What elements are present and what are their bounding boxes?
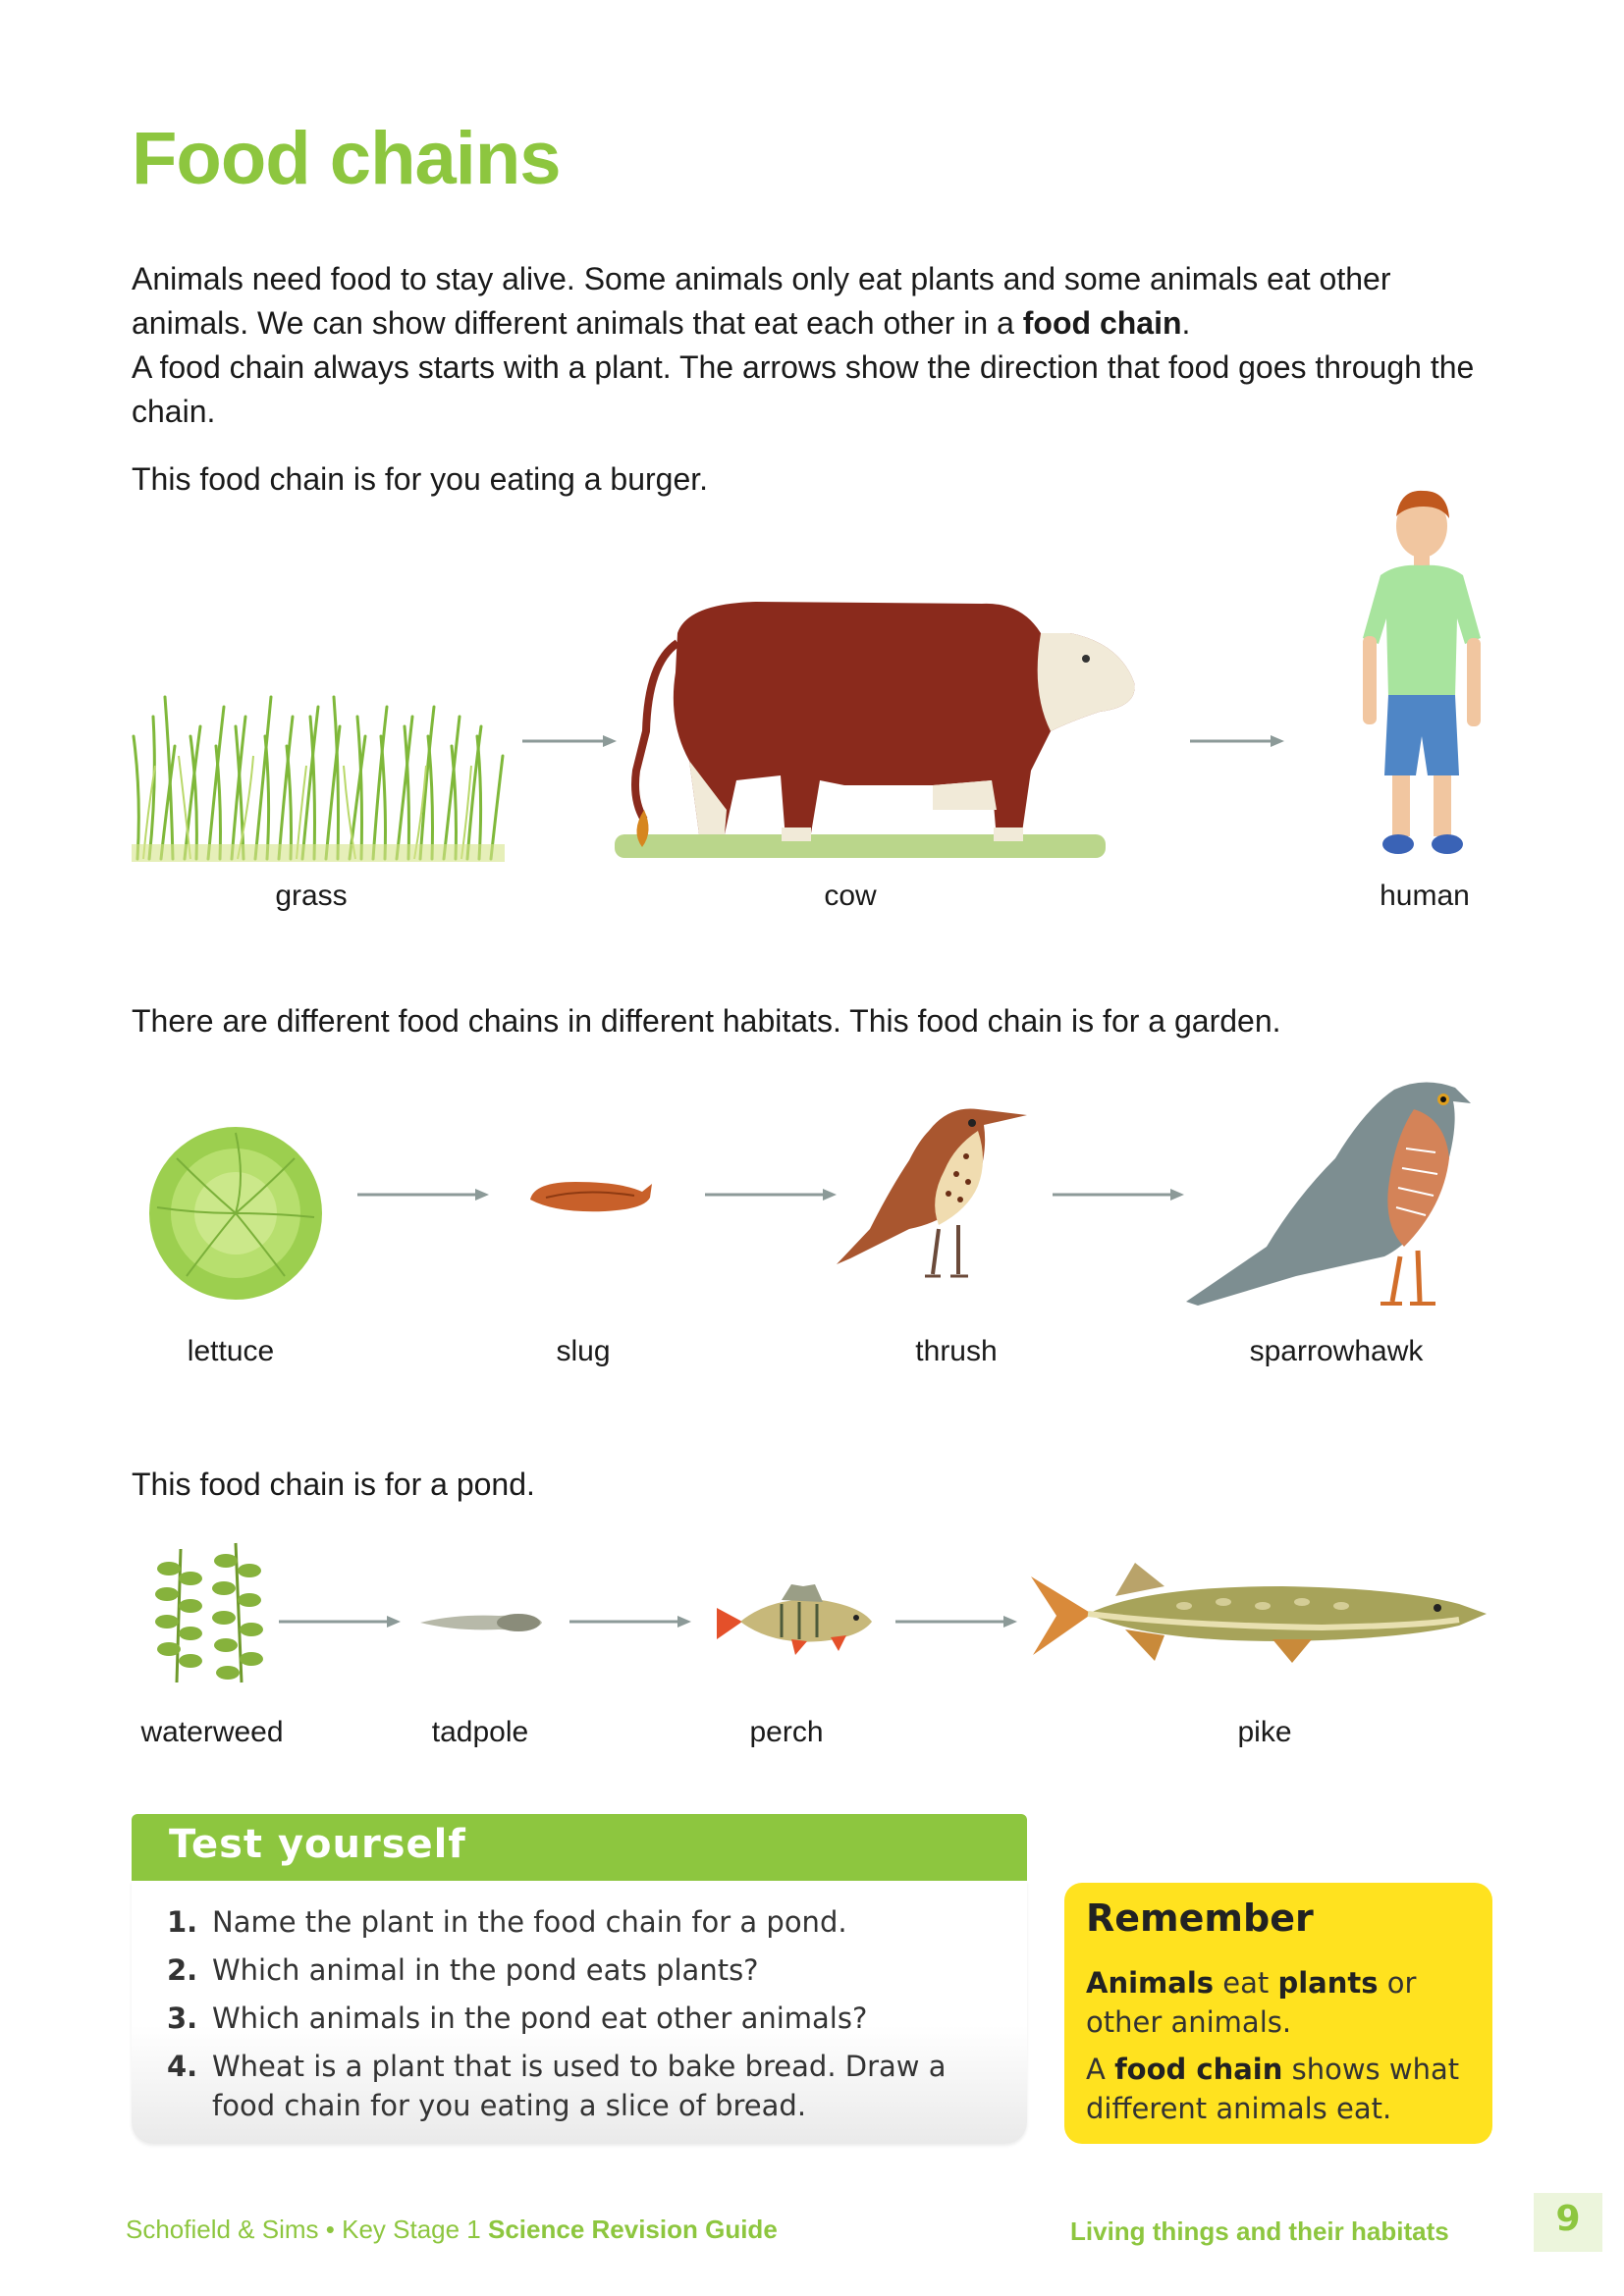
- footer-topic: Living things and their habitats: [1070, 2216, 1449, 2246]
- test-yourself-header: [132, 1814, 1027, 1881]
- intro-text: [132, 257, 1487, 434]
- human-illustration: [1357, 481, 1485, 864]
- remember-box: [1064, 1883, 1492, 2144]
- question-item: 4. Wheat is a plant that is used to bake bread. Draw a food chain for you eating a slice of bread.: [167, 2050, 947, 2122]
- test-yourself-box: [132, 1881, 1027, 2144]
- question-item: 1. Name the plant in the food chain for a pond.: [167, 1905, 847, 1939]
- question-item: 3. Which animals in the pond eat other animals?: [167, 2002, 868, 2035]
- arrow-slug-to-thrush: [703, 1188, 840, 1201]
- question-list: [167, 1902, 982, 2134]
- arrow-thrush-to-sparrowhawk: [1051, 1188, 1188, 1201]
- cow-illustration: [609, 574, 1139, 869]
- label-slug: slug: [556, 1335, 611, 1367]
- tadpole-illustration: [416, 1606, 544, 1639]
- label-cow: cow: [824, 880, 877, 912]
- burger-chain-caption: This food chain is for you eating a burger.: [132, 461, 709, 497]
- label-thrush: thrush: [915, 1335, 998, 1367]
- remember-line-1: Animals eat plants or other animals.: [1086, 1966, 1417, 2039]
- intro-paragraph-1: Animals need food to stay alive. Some animals only eat plants and some animals eat other animals. We can show different animals that eat each other in a food chain.: [132, 261, 1391, 341]
- sparrowhawk-illustration: [1178, 1070, 1473, 1315]
- test-yourself-heading: Test yourself: [169, 1822, 466, 1867]
- intro-paragraph-2: A food chain always starts with a plant. The arrows show the direction that food goes through the chain.: [132, 349, 1475, 429]
- remember-heading: Remember: [1086, 1896, 1314, 1940]
- thrush-illustration: [831, 1092, 1047, 1288]
- label-human: human: [1380, 880, 1470, 912]
- label-waterweed: waterweed: [140, 1716, 284, 1748]
- garden-chain-caption: There are different food chains in different habitats. This food chain is for a garden.: [132, 1003, 1281, 1039]
- question-item: 2. Which animal in the pond eats plants?: [167, 1953, 759, 1987]
- remember-line-2: A food chain shows what different animals eat.: [1086, 2053, 1460, 2125]
- arrow-waterweed-to-tadpole: [277, 1615, 405, 1629]
- perch-illustration: [713, 1582, 874, 1661]
- label-pike: pike: [1237, 1716, 1292, 1748]
- pond-chain-caption: This food chain is for a pond.: [132, 1467, 535, 1502]
- arrow-lettuce-to-slug: [355, 1188, 493, 1201]
- label-perch: perch: [749, 1716, 824, 1748]
- label-grass: grass: [275, 880, 348, 912]
- grass-illustration: [128, 677, 511, 864]
- lettuce-illustration: [137, 1119, 334, 1306]
- slug-illustration: [526, 1174, 654, 1217]
- arrow-cow-to-human: [1188, 734, 1286, 748]
- arrow-tadpole-to-perch: [568, 1615, 695, 1629]
- label-tadpole: tadpole: [431, 1716, 529, 1748]
- waterweed-illustration: [147, 1539, 275, 1686]
- label-sparrowhawk: sparrowhawk: [1249, 1335, 1424, 1367]
- page-number-tab: [1534, 2193, 1602, 2252]
- footer-publisher: Schofield & Sims • Key Stage 1 Science Revision Guide: [126, 2215, 778, 2244]
- page-number: 9: [1555, 2199, 1581, 2239]
- page-title: Food chains: [132, 117, 561, 200]
- food-chain-term: food chain: [1022, 305, 1182, 341]
- arrow-perch-to-pike: [893, 1615, 1021, 1629]
- arrow-grass-to-cow: [520, 734, 619, 748]
- pike-illustration: [1027, 1557, 1489, 1675]
- label-lettuce: lettuce: [187, 1335, 275, 1367]
